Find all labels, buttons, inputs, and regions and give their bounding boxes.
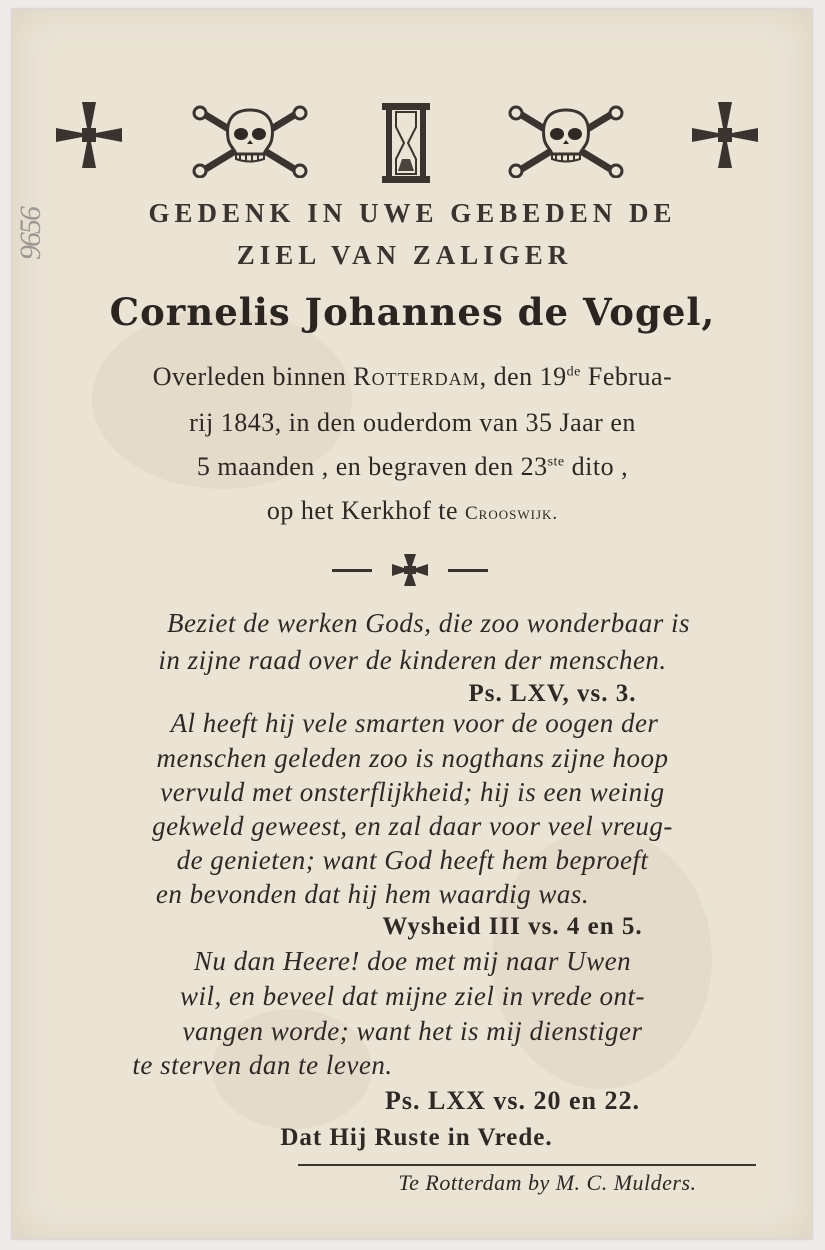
verse-3-line-4: te sterven dan te leven. [132, 1050, 393, 1080]
heading-line-2: ZIEL VAN ZALIGER [236, 240, 573, 270]
ornament-row [0, 98, 825, 188]
cross-pattee-icon [688, 98, 762, 172]
notice-line-4: op het Kerkhof te Crooswijk. [266, 496, 559, 525]
verse-2-line-6: en bevonden dat hij hem waardig was. [155, 879, 590, 909]
verse-3-reference: Ps. LXX vs. 20 en 22. [384, 1086, 640, 1115]
closing-line: Dat Hij Ruste in Vrede. [280, 1124, 553, 1151]
verse-2-reference: Wysheid III vs. 4 en 5. [382, 913, 643, 940]
verse-3-line-2: wil, en beveel dat mijne ziel in vrede ont- [179, 981, 646, 1011]
printer-imprint: Te Rotterdam by M. C. Mulders. [398, 1170, 697, 1195]
cross-divider-icon [330, 552, 490, 588]
verse-2-line-4: gekweld geweest, en zal daar voor veel vreug- [152, 811, 673, 841]
city-name: Rotterdam [353, 362, 480, 391]
verse-3-line-3: vangen worde; want het is mij dienstiger [182, 1016, 643, 1046]
notice-line-3: 5 maanden , en begraven den 23ste dito , [196, 452, 629, 481]
notice-line-1: Overleden binnen Rotterdam, den 19de Februa- [152, 362, 673, 391]
verse-1-line-2: in zijne raad over de kinderen der menschen. [158, 645, 667, 675]
pencil-inventory-number: 9656 [14, 208, 47, 260]
verse-3-line-1: Nu dan Heere! doe met mij naar Uwen [193, 946, 632, 976]
deceased-name: Cornelis Johannes de Vogel, [109, 290, 716, 334]
hourglass-icon [380, 103, 432, 183]
verse-2-line-3: vervuld met onsterflijkheid; hij is een weinig [160, 777, 665, 807]
verse-2-line-5: de genieten; want God heeft hem beproeft [176, 845, 649, 875]
cemetery-name: Crooswijk. [465, 503, 559, 524]
skull-crossbones-icon [190, 104, 310, 178]
footer-rule [298, 1164, 756, 1166]
skull-crossbones-icon [506, 104, 626, 178]
verse-1-line-1: Beziet de werken Gods, die zoo wonderbaar is [167, 608, 690, 638]
notice-line-2: rij 1843, in den ouderdom van 35 Jaar en [189, 408, 636, 437]
verse-2-line-1: Al heeft hij vele smarten voor de oogen der [170, 708, 659, 738]
cross-pattee-icon [52, 98, 126, 172]
heading-line-1: GEDENK IN UWE GEBEDEN DE [148, 198, 677, 228]
verse-1-reference: Ps. LXV, vs. 3. [468, 680, 637, 707]
verse-2-line-2: menschen geleden zoo is nogthans zijne hoop [156, 743, 669, 773]
